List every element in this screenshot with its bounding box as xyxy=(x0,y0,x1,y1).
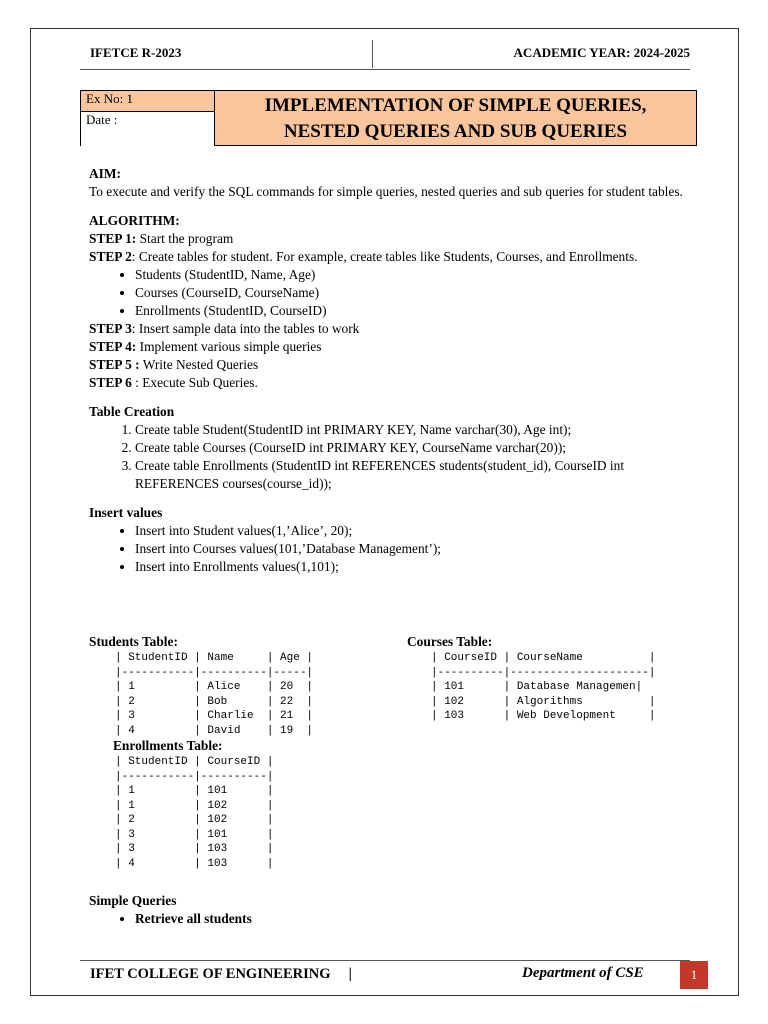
simple-queries-list xyxy=(89,910,252,928)
list-item: • Enrollments (StudentID, CourseID) xyxy=(135,302,689,320)
insert-values-list xyxy=(89,522,689,576)
list-item: • Students (StudentID, Name, Age) xyxy=(135,266,689,284)
list-item: • Insert into Student values(1,’Alice’, 20); xyxy=(135,522,689,540)
simple-queries-section xyxy=(89,892,252,928)
courses-table-title: Courses Table: xyxy=(407,634,493,649)
list-item: • Insert into Courses values(101,’Database Management’); xyxy=(135,540,689,558)
enrollments-table-title: Enrollments Table: xyxy=(113,738,223,753)
step-5: STEP 5 : Write Nested Queries xyxy=(89,357,259,372)
aim-text: To execute and verify the SQL commands for simple queries, nested queries and sub queries for student tables. xyxy=(89,184,683,199)
footer-college: IFET COLLEGE OF ENGINEERING | xyxy=(90,966,352,982)
footer-rule xyxy=(80,960,690,961)
list-item: 3. Create table Enrollments (StudentID int REFERENCES students(student_id), CourseID int REFERENCES courses(course_id)); xyxy=(135,457,689,493)
header-divider xyxy=(372,40,373,68)
courses-table: | CourseID | CourseName | |----------|---------------------| | 101 | Database Managemen| | 102 | Algorithms | | 103 | Web Development | xyxy=(431,652,656,722)
page-number: 1 xyxy=(680,961,708,989)
header-left: IFETCE R-2023 xyxy=(90,45,182,60)
step-2: STEP 2: Create tables for student. For example, create tables like Students, Courses, and Enrollments. xyxy=(89,249,638,264)
algorithm-heading: ALGORITHM: xyxy=(89,213,180,228)
list-item: • Retrieve all students xyxy=(135,910,252,928)
exercise-title xyxy=(215,91,696,145)
footer-department: Department of CSE xyxy=(522,965,644,981)
simple-queries-heading: Simple Queries xyxy=(89,893,177,908)
table-creation-list xyxy=(89,421,689,493)
list-item: 2. Create table Courses (CourseID int PRIMARY KEY, CourseName varchar(20)); xyxy=(135,439,689,457)
insert-values-heading: Insert values xyxy=(89,505,163,520)
step-6: STEP 6 : Execute Sub Queries. xyxy=(89,375,258,390)
list-item: • Courses (CourseID, CourseName) xyxy=(135,284,689,302)
students-table-title: Students Table: xyxy=(89,634,178,649)
table-creation-heading: Table Creation xyxy=(89,404,175,419)
title-line-1: IMPLEMENTATION OF SIMPLE QUERIES, xyxy=(264,95,647,116)
list-item: • Insert into Enrollments values(1,101); xyxy=(135,558,689,576)
ex-no-label: Ex No: 1 xyxy=(81,91,215,112)
header-rule xyxy=(80,69,690,70)
step-4: STEP 4: Implement various simple queries xyxy=(89,339,322,354)
title-line-2: NESTED QUERIES AND SUB QUERIES xyxy=(283,121,628,142)
aim-heading: AIM: xyxy=(89,166,121,181)
step-3: STEP 3: Insert sample data into the tables to work xyxy=(89,321,360,336)
step-2-list xyxy=(89,266,689,320)
enrollments-table: | StudentID | CourseID | |-----------|----------| | 1 | 101 | | 1 | 102 | | 2 | 102 | | 3 | 101 | | 3 | 103 | | 4 | 103 | xyxy=(115,756,274,870)
step-1: STEP 1: Start the program xyxy=(89,231,234,246)
students-table: | StudentID | Name | Age | |-----------|----------|-----| | 1 | Alice | 20 | | 2 | Bob | 22 | | 3 | Charlie | 21 | | 4 | David | 19 | xyxy=(115,652,314,737)
main-content xyxy=(89,165,689,576)
date-label: Date : xyxy=(81,112,215,146)
header-right: ACADEMIC YEAR: 2024-2025 xyxy=(513,45,690,60)
title-box xyxy=(80,90,697,146)
list-item: 1. Create table Student(StudentID int PRIMARY KEY, Name varchar(30), Age int); xyxy=(135,421,689,439)
